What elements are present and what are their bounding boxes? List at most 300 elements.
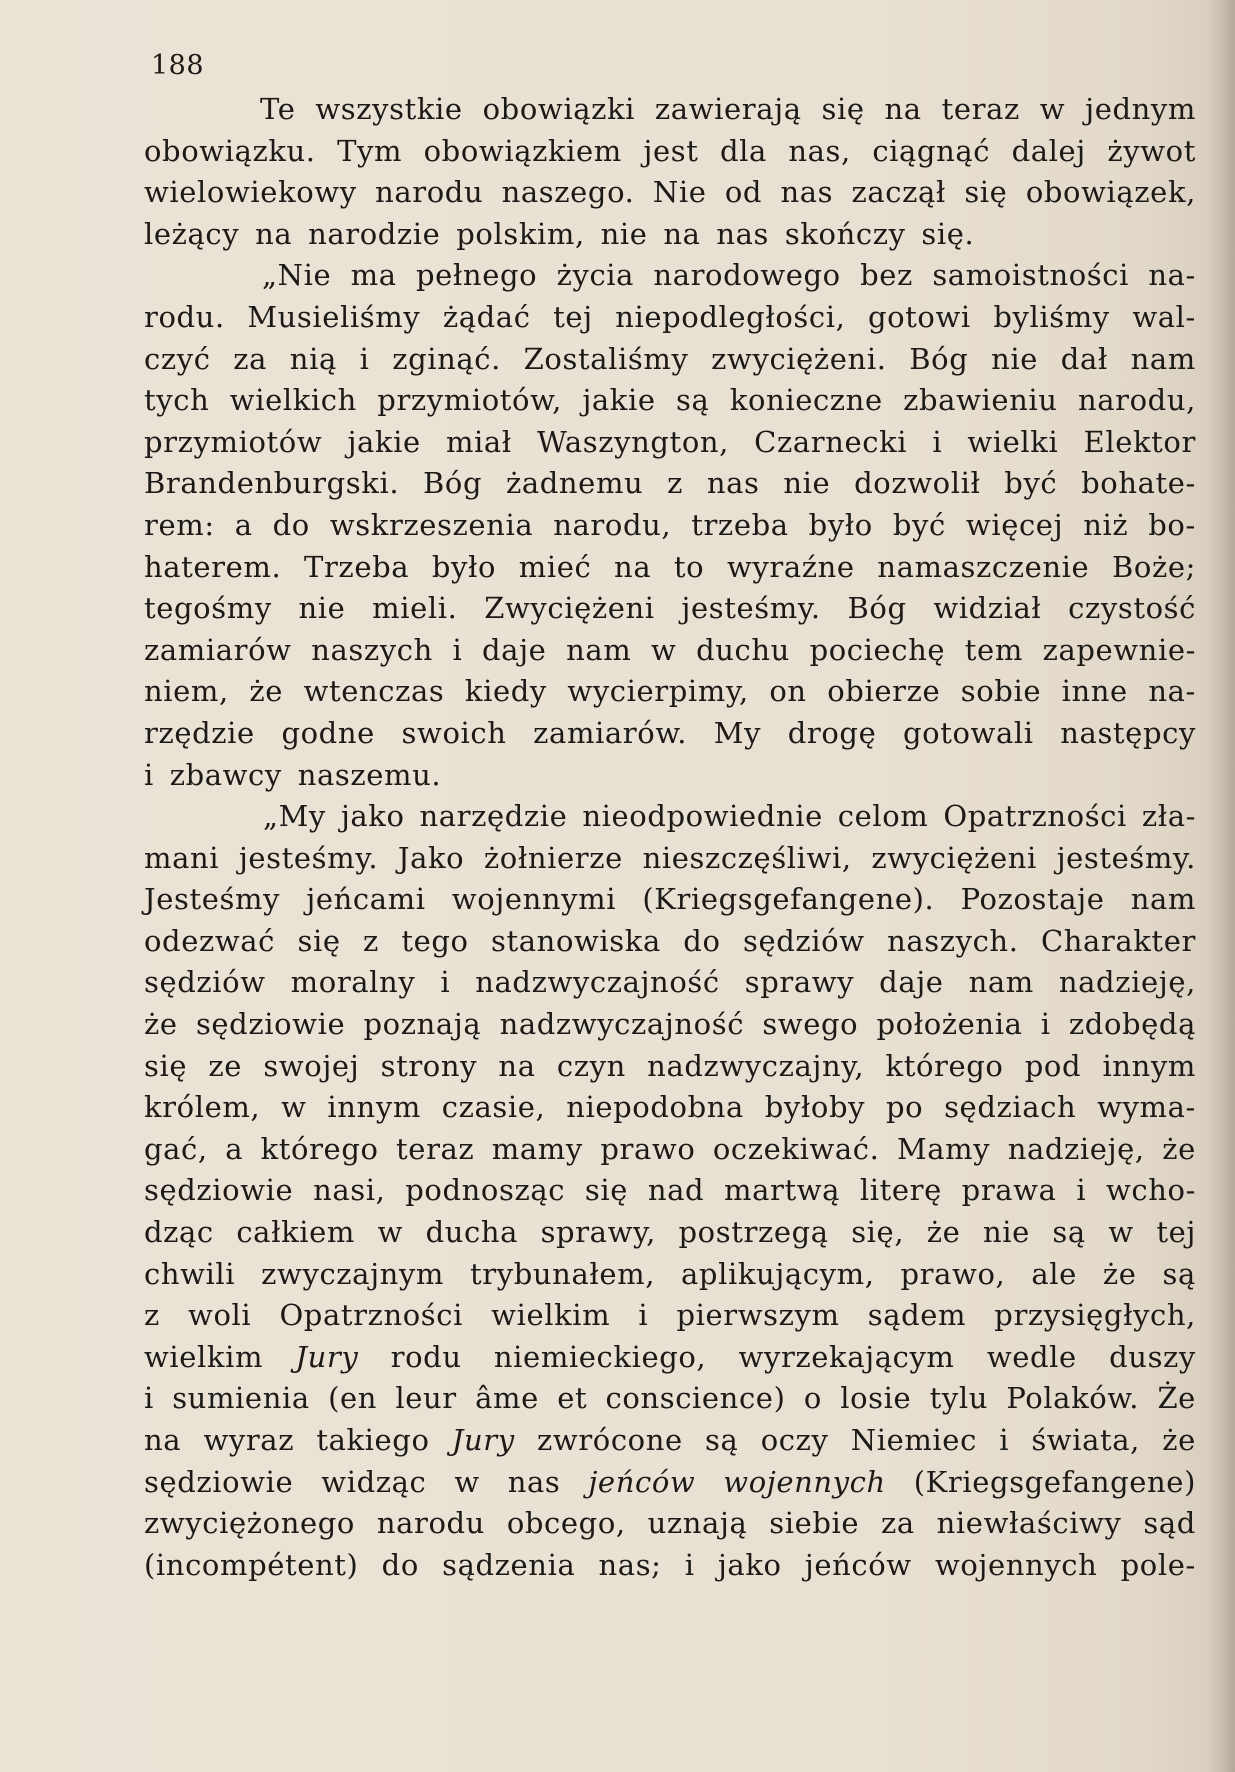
word: daje <box>879 965 944 1000</box>
word: wielowiekowy <box>144 175 357 210</box>
word: bohate- <box>1081 466 1196 501</box>
word: nad <box>647 1173 705 1208</box>
word: Opatrzności <box>943 799 1127 834</box>
word: zginąć. <box>392 341 501 376</box>
word: uznają <box>647 1506 748 1541</box>
word: i <box>1076 1173 1087 1208</box>
word: na <box>498 1048 536 1083</box>
word: żywot <box>1107 133 1196 168</box>
word: tej <box>553 299 593 334</box>
word: są <box>676 383 710 418</box>
word: Mamy <box>896 1131 991 1166</box>
word: nas <box>507 1464 561 1499</box>
word: niem, <box>144 674 229 709</box>
word: sędziowie <box>195 1007 346 1042</box>
word: wyrzekającym <box>738 1339 955 1374</box>
word: rzędzie <box>144 715 255 750</box>
word: jakie <box>347 424 421 459</box>
word: nadzieję, <box>1007 1131 1145 1166</box>
word: wedle <box>986 1339 1077 1374</box>
text-line <box>144 1506 1196 1548</box>
word: położenia <box>876 1007 1023 1042</box>
word: było <box>808 507 873 542</box>
word: wielki <box>967 424 1059 459</box>
word: leżący <box>144 216 240 251</box>
word: nasi, <box>313 1173 386 1208</box>
word: swego <box>762 1007 859 1042</box>
word: postrzegą <box>678 1215 829 1250</box>
text-line <box>144 1298 1196 1340</box>
text-line <box>144 1548 1196 1590</box>
word: zdobędą <box>1068 1007 1196 1042</box>
word: niemieckiego, <box>493 1339 707 1374</box>
word: że <box>926 1215 961 1250</box>
word: Czarnecki <box>754 424 908 459</box>
word: godne <box>281 715 375 750</box>
body-text <box>144 92 1196 1589</box>
word: nieszczęśliwi, <box>642 840 852 875</box>
word: następcy <box>1060 715 1196 750</box>
word: trybunałem, <box>470 1256 656 1291</box>
word: conscience) <box>605 1381 786 1416</box>
word: nam <box>968 965 1034 1000</box>
text-line <box>144 217 1196 259</box>
word: innym <box>1102 1048 1196 1083</box>
word: naszego. <box>501 175 635 210</box>
text-line <box>144 466 1196 508</box>
word: zamiarów <box>144 632 292 667</box>
text-line <box>144 383 1196 425</box>
word: zwyciężeni. <box>711 341 887 376</box>
word: narodu <box>375 175 484 210</box>
word: wielkim <box>491 1298 611 1333</box>
word: i <box>638 1298 649 1333</box>
word: naszemu. <box>297 757 442 792</box>
word: przymiotów <box>144 424 323 459</box>
word: jeńcami <box>306 882 426 917</box>
word: jeńców <box>588 1464 696 1499</box>
word: swoich <box>401 715 507 750</box>
word: celom <box>837 799 929 834</box>
word: zbawcy <box>169 757 282 792</box>
word: na <box>663 216 701 251</box>
word: i <box>359 341 370 376</box>
text-line <box>144 175 1196 217</box>
word: na <box>255 216 293 251</box>
word: Polaków. <box>1006 1381 1140 1416</box>
word: w <box>651 632 677 667</box>
text-line <box>144 1090 1196 1132</box>
word: Zostaliśmy <box>523 341 689 376</box>
word: z <box>144 1298 160 1333</box>
word: z <box>667 466 684 501</box>
word: siebie <box>769 1506 860 1541</box>
word: chwili <box>144 1256 236 1291</box>
word: nam <box>566 632 632 667</box>
text-line <box>144 965 1196 1007</box>
word: Te <box>260 92 296 126</box>
word: zbawieniu <box>903 383 1058 418</box>
word: sąd <box>1143 1506 1196 1541</box>
word: daje <box>482 632 547 667</box>
word: się. <box>921 216 975 251</box>
word: przymiotów, <box>377 383 562 418</box>
word: pierwszym <box>676 1298 840 1333</box>
word: ze <box>208 1048 243 1083</box>
word: gotowali <box>903 715 1034 750</box>
word: obcego, <box>506 1506 626 1541</box>
word: że <box>249 674 284 709</box>
word: i <box>452 632 463 667</box>
word: narodu, <box>1077 383 1196 418</box>
word: oczy <box>760 1423 829 1457</box>
word: samoistności <box>932 258 1129 293</box>
word: drogę <box>787 715 877 750</box>
word: żadnemu <box>505 466 644 501</box>
word: jesteśmy. <box>1056 840 1196 875</box>
text-line <box>144 300 1196 342</box>
word: narodowego <box>653 258 841 293</box>
word: jest <box>643 133 699 168</box>
word: całkiem <box>236 1215 355 1250</box>
word: na- <box>1148 674 1196 709</box>
word: są <box>1052 1215 1086 1250</box>
word: Musieliśmy <box>247 299 421 334</box>
word: takiego <box>316 1423 430 1457</box>
word: nie <box>982 1215 1030 1250</box>
word: dząc <box>144 1215 214 1250</box>
text-line <box>144 1257 1196 1299</box>
word: się <box>821 92 865 126</box>
word: inne <box>1061 674 1128 709</box>
word: nam <box>1130 882 1196 917</box>
word: są <box>1162 1256 1196 1291</box>
word: do <box>272 507 310 542</box>
word: z <box>363 923 379 958</box>
word: sędziów <box>144 965 266 1000</box>
word: My <box>713 715 762 750</box>
word: swojej <box>263 1048 360 1083</box>
word: się <box>144 1048 188 1083</box>
text-line <box>144 924 1196 966</box>
word: sobie <box>960 674 1042 709</box>
word: zła- <box>1141 799 1196 834</box>
text-line <box>144 550 1196 592</box>
word: wtenczas <box>303 674 445 709</box>
word: literę <box>859 1173 942 1208</box>
text-line <box>144 841 1196 883</box>
word: nadzwyczajny, <box>647 1048 865 1083</box>
word: byłoby <box>764 1090 866 1125</box>
word: gotowi <box>867 299 971 334</box>
word: Niemiec <box>850 1423 977 1457</box>
word: leur <box>395 1381 457 1416</box>
word: oczekiwać. <box>712 1131 880 1166</box>
word: sprawy, <box>540 1215 656 1250</box>
word: poznają <box>363 1007 482 1042</box>
word: martwą <box>724 1173 841 1208</box>
word: rem: <box>144 507 215 542</box>
word: konieczne <box>729 383 883 418</box>
word: królem, <box>144 1090 261 1125</box>
word: strony <box>380 1048 478 1083</box>
word: ducha <box>425 1215 519 1250</box>
word: narodu <box>376 1506 485 1541</box>
word: nadzieję, <box>1058 965 1196 1000</box>
word: że <box>1162 1131 1196 1166</box>
word: tego <box>401 923 469 958</box>
word: Tym <box>337 133 403 168</box>
text-line <box>144 1465 1196 1507</box>
word: nadzwyczajność <box>499 1007 745 1042</box>
word: na <box>614 549 652 584</box>
word: Jury <box>451 1423 515 1457</box>
word: kiedy <box>464 674 547 709</box>
word: pełnego <box>416 258 538 293</box>
word: pod <box>1024 1048 1082 1083</box>
word: od <box>724 175 763 210</box>
text-line <box>144 882 1196 924</box>
word: bo- <box>1148 507 1196 542</box>
word: nas; <box>598 1547 662 1582</box>
word: czasie, <box>441 1090 546 1125</box>
word: nią <box>289 341 337 376</box>
word: i <box>999 1423 1010 1457</box>
word: Bóg <box>847 591 907 626</box>
word: jako <box>340 799 405 834</box>
word: Jury <box>295 1339 359 1374</box>
word: sumienia <box>172 1381 310 1416</box>
word: za <box>233 341 268 376</box>
word: mamy <box>491 1131 583 1166</box>
text-line <box>144 1423 1196 1465</box>
word: (en <box>328 1381 378 1416</box>
text-line <box>144 258 1196 300</box>
word: skończy <box>784 216 906 251</box>
word: o <box>803 1381 822 1416</box>
word: sądzenia <box>442 1547 576 1582</box>
word: nam <box>1130 341 1196 376</box>
word: Jako <box>397 840 465 875</box>
word: ciągnąć <box>872 133 991 168</box>
text-line <box>144 591 1196 633</box>
word: w <box>281 1090 307 1125</box>
word: prawo, <box>900 1256 1006 1291</box>
word: naszych. <box>887 923 1019 958</box>
page-edge-shadow <box>1207 0 1235 1772</box>
word: rodu. <box>144 299 225 334</box>
text-line <box>144 1173 1196 1215</box>
text-line <box>144 799 1196 841</box>
word: Boże; <box>1111 549 1196 584</box>
word: do <box>381 1547 419 1582</box>
word: nas <box>716 216 770 251</box>
word: wojennych <box>934 1547 1098 1582</box>
word: jesteśmy. <box>238 840 379 875</box>
word: et <box>557 1381 588 1416</box>
word: prawo <box>600 1131 696 1166</box>
word: zamiarów. <box>533 715 688 750</box>
word: dalej <box>1011 133 1086 168</box>
word: Że <box>1157 1381 1196 1416</box>
word: duszy <box>1109 1339 1196 1374</box>
word: być <box>1004 466 1058 501</box>
word: na <box>144 1423 182 1457</box>
word: mieć <box>518 549 592 584</box>
word: sędziach <box>944 1090 1077 1125</box>
word: nie <box>298 591 346 626</box>
word: narodu, <box>553 507 672 542</box>
word: Waszyngton, <box>537 424 729 459</box>
word: naszych <box>311 632 433 667</box>
word: wojennymi <box>451 882 617 917</box>
word: którego <box>260 1131 379 1166</box>
word: w <box>377 1215 403 1250</box>
word: miał <box>445 424 512 459</box>
word: nie <box>783 466 831 501</box>
word: niewłaściwy <box>936 1506 1122 1541</box>
text-line <box>144 674 1196 716</box>
word: aplikującym, <box>681 1256 875 1291</box>
word: wojennych <box>723 1464 886 1499</box>
word: Charakter <box>1040 923 1196 958</box>
text-line <box>144 716 1196 758</box>
page-number: 188 <box>151 50 205 81</box>
text-line <box>144 1132 1196 1174</box>
word: obowiązek, <box>1025 175 1196 210</box>
word: sędziowie <box>144 1464 294 1499</box>
word: gać, <box>144 1131 208 1166</box>
word: za <box>881 1506 915 1541</box>
word: ma <box>350 258 397 293</box>
word: na- <box>1148 258 1196 293</box>
word: tem <box>964 632 1023 667</box>
word: namaszczenie <box>877 549 1090 584</box>
text-line <box>144 1007 1196 1049</box>
word: haterem. <box>144 549 282 584</box>
word: zwyciężonego <box>144 1506 355 1541</box>
word: stanowiska <box>491 923 661 958</box>
word: (Kriegsgefangene). <box>642 882 935 917</box>
word: pociechę <box>809 632 946 667</box>
word: jako <box>717 1547 782 1582</box>
word: zawierają <box>654 92 802 126</box>
word: teraz <box>941 92 1020 126</box>
word: i <box>1040 1007 1051 1042</box>
word: widział <box>933 591 1042 626</box>
word: się, <box>851 1215 905 1250</box>
word: czyn <box>556 1048 626 1083</box>
word: Bóg <box>423 466 483 501</box>
word: „My <box>263 799 326 834</box>
word: byliśmy <box>993 299 1110 334</box>
word: tych <box>144 383 210 418</box>
word: on <box>769 674 807 709</box>
word: moralny <box>290 965 416 1000</box>
word: a <box>225 1131 244 1166</box>
word: obowiązkiem <box>423 133 622 168</box>
word: obowiązki <box>482 92 636 126</box>
word: rodu <box>390 1339 462 1374</box>
word: odezwać <box>144 923 276 958</box>
word: do <box>683 923 721 958</box>
word: żądać <box>442 299 531 334</box>
word: się <box>964 175 1008 210</box>
word: (Kriegsgefangene) <box>913 1464 1196 1499</box>
word: żołnierze <box>483 840 623 875</box>
word: jakie <box>582 383 656 418</box>
word: obierze <box>827 674 941 709</box>
text-line <box>144 342 1196 384</box>
word: prawa <box>961 1173 1057 1208</box>
word: Nie <box>652 175 707 210</box>
word: być <box>892 507 946 542</box>
word: zapewnie- <box>1042 632 1196 667</box>
word: że <box>1162 1423 1196 1457</box>
word: w <box>454 1464 480 1499</box>
text-line <box>144 1049 1196 1091</box>
word: było <box>431 549 497 584</box>
word: nas <box>706 466 760 501</box>
word: jednym <box>1085 92 1196 126</box>
word: życia <box>556 258 635 293</box>
word: niepodległości, <box>615 299 846 334</box>
word: wycierpimy, <box>567 674 749 709</box>
word: wszystkie <box>315 92 463 126</box>
word: i <box>684 1547 695 1582</box>
word: nieodpowiednie <box>582 799 823 834</box>
word: się <box>297 923 341 958</box>
word: tegośmy <box>144 591 272 626</box>
word: Jesteśmy <box>144 882 281 917</box>
word: wielkich <box>229 383 357 418</box>
word: i <box>932 424 943 459</box>
word: wyraz <box>203 1423 295 1457</box>
word: polskim, <box>456 216 585 251</box>
word: dał <box>1060 341 1108 376</box>
word: Opatrzności <box>279 1298 463 1333</box>
word: którego <box>885 1048 1004 1083</box>
word: zwyciężeni <box>871 840 1037 875</box>
word: narodzie <box>308 216 441 251</box>
text-line <box>144 1215 1196 1257</box>
word: sprawy <box>744 965 855 1000</box>
word: czyć <box>144 341 211 376</box>
word: woli <box>188 1298 252 1333</box>
word: Brandenburgski. <box>144 466 400 501</box>
word: wyraźne <box>726 549 855 584</box>
word: po <box>885 1090 924 1125</box>
word: niepodobna <box>566 1090 744 1125</box>
word: są <box>705 1423 739 1457</box>
word: nie <box>600 216 648 251</box>
word: i <box>440 965 451 1000</box>
word: ale <box>1031 1256 1077 1291</box>
text-line <box>144 92 1196 134</box>
word: Bóg <box>909 341 969 376</box>
word: sędziów <box>742 923 865 958</box>
word: „Nie <box>262 258 332 293</box>
word: nas <box>780 175 834 210</box>
word: Zwyciężeni <box>484 591 655 626</box>
word: więcej <box>965 507 1064 542</box>
text-line <box>144 425 1196 467</box>
text-line <box>144 1381 1196 1423</box>
text-line <box>144 508 1196 550</box>
word: tylu <box>929 1381 988 1416</box>
word: na <box>884 92 922 126</box>
word: âme <box>475 1381 539 1416</box>
